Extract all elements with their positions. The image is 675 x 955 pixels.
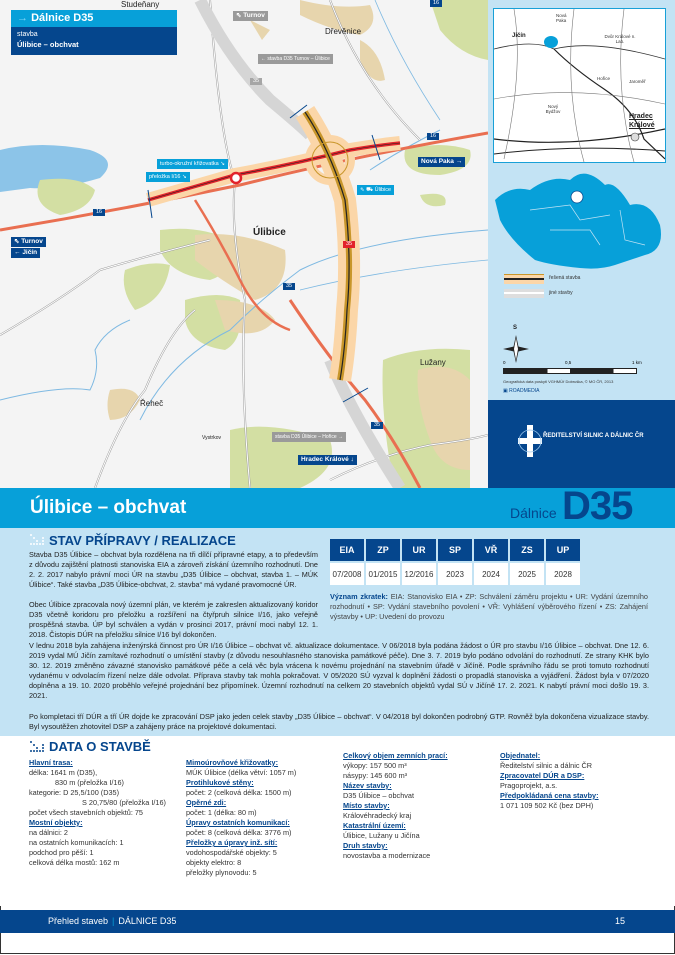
milestone-header: SP [438,539,472,561]
rsd-name: ŘEDITELSTVÍ SILNIC A DÁLNIC ČR [543,433,644,439]
town-drevenice: Dřevěnice [325,27,362,36]
czech-republic-map [490,160,675,270]
data-field-label: Protihlukové stěny: [186,778,254,787]
data-field-label: Úpravy ostatních komunikací: [186,818,290,827]
milestone-value: 2024 [474,563,508,585]
roadmedia-logo: ▣ ROADMEDIA [503,388,540,394]
map-header-name: Úlibice – obchvat [17,40,79,49]
map-graphic [0,0,488,488]
map-header [11,10,177,55]
page-footer: Přehled staveb | DÁLNICE D35 15 [0,910,675,933]
data-column-4 [500,751,650,811]
data-field-value: 830 m (přeložka I/16) [55,778,124,787]
town-studenany: Studeňany [121,0,160,9]
legend-label-resena: řešená stavba [549,275,581,281]
milestone-header: ZP [366,539,400,561]
data-field-label: Druh stavby: [343,841,388,850]
data-column-3 [343,751,493,861]
data-field-value: Pragoprojekt, a.s. [500,781,558,790]
rsd-logo-box [488,400,675,488]
data-field-label: Katastrální území: [343,821,406,830]
status-heading: STAV PŘÍPRAVY / REALIZACE [49,533,236,548]
project-title: Úlibice – obchvat [30,497,187,518]
data-column-1 [29,758,179,868]
data-field-label: Místo stavby: [343,801,390,810]
title-bar [0,484,675,528]
data-field-label: Přeložky a úpravy inž. sítí: [186,838,278,847]
dots-icon [29,740,45,754]
data-field-value: 1 071 109 502 Kč (bez DPH) [500,801,594,810]
data-field-label: Název stavby: [343,781,392,790]
forest-area [38,179,96,215]
location-marker [571,191,583,203]
data-field-label: Zpracovatel DÚR a DSP: [500,771,585,780]
project-data-section [0,736,675,906]
map-header-subtitle: stavba [17,31,38,38]
data-field-value: počet: 2 (celková délka: 1500 m) [186,788,292,797]
label-turnov: ⇖ Turnov [11,237,46,247]
data-field-value: MÚK Úlibice (délka větví: 1057 m) [186,768,297,777]
data-heading: DATA O STAVBĚ [49,739,151,754]
data-field-value: počet: 8 (celková délka: 3776 m) [186,828,292,837]
data-field-value: celková délka mostů: 162 m [29,858,120,867]
label-nova-paka: Nová Paka → [418,157,465,167]
inset-place-jicin: Jičín [512,33,526,39]
data-field-value: novostavba a modernizace [343,851,431,860]
status-paragraph-2: Obec Úlibice zpracovala nový územní plán, ve kterém je zakreslen aktualizovaný koridor D35 včetně koridoru pro přeložku a rozšíření na čtyřpruh silnice I/16, jako veřejně prospěšná stavba. ÚP byl schválen a vydán v prosinci 2017, právní moci nabyl 12. 1. 2018. Čistopis DÚR na přeložku silnice I/16 byl dokončen. [29,600,318,639]
data-column-2 [186,758,326,878]
road-number-35: 35 [343,241,355,248]
road-number-35: 35 [250,78,262,85]
milestone-header: UP [546,539,580,561]
milestone-value: 2025 [510,563,544,585]
milestone-header: EIA [330,539,364,561]
label-turbo: turbo-okružní křižovatka ↘ [157,159,228,169]
map-header-title: → Dálnice D35 [11,10,177,27]
legend-swatch-jine [504,289,544,298]
data-field-value: násypy: 145 600 m³ [343,771,408,780]
road-number-16: 16 [430,0,442,7]
data-field-value: podchod pro pěší: 1 [29,848,94,857]
label-jicin: ← Jičín [11,248,40,258]
data-field-label: Předpokládaná cena stavby: [500,791,599,800]
milestone-header: UR [402,539,436,561]
inset-place-dvur-kralove: Dvůr Králové n. Lab. [604,34,636,44]
label-prelozka: přeložka I/16 ↘ [146,172,190,182]
data-field-value: na ostatních komunikacích: 1 [29,838,124,847]
town-vystrkov: Vystrkov [202,435,221,441]
regional-inset-map [493,8,666,163]
map-credit: Geografická data poskytl VGHMÚř Dobruška, © MO ČR, 2013 [503,379,614,384]
data-field-label: Celkový objem zemních prací: [343,751,448,760]
data-field-value: Ředitelství silnic a dálnic ČR [500,761,593,770]
data-field-value: vodohospodářské objekty: 5 [186,848,277,857]
inset-place-hradec: Hradec Králové [629,113,655,129]
scale-0: 0 [503,360,506,365]
data-field-value: S 20,75/80 (přeložka I/16) [82,798,166,807]
arrow-right-icon: → [17,12,32,24]
data-field-value: počet: 1 (délka: 80 m) [186,808,257,817]
data-field-label: Objednatel: [500,751,541,760]
label-stavba-turnov: ← stavba D35 Turnov – Úlibice [258,54,333,64]
status-paragraph-4: Po kompletaci tří DÚR a tří ÚR dojde ke zpracování DSP jako jeden celek stavby „D35 Úlibice – obchvat“. V 04/2018 byl dokončen podrobný GTP. Rovněž byla dokončena vizualizace stavby. Byl vysoutěžen zhotovitel DSP a zahájeny práce na projektové dokumentaci. [29,712,649,731]
status-section [0,528,675,736]
data-field-value: kategorie: D 25,5/100 (D35) [29,788,120,797]
data-field-label: Mimoúrovňové křižovatky: [186,758,279,767]
road-number-35: 35 [283,283,295,290]
czech-shape [495,174,661,269]
town-rehec: Řeheč [140,399,164,408]
road-number-35: 35 [371,422,383,429]
data-field-value: délka: 1641 m (D35), [29,768,98,777]
milestone-header: VŘ [474,539,508,561]
scale-half: 0,5 [565,360,572,365]
abbreviations-legend: Význam zkratek: EIA: Stanovisko EIA • ZP: Schválení záměru projektu • UR: Vydání územního rozhodnutí • SP: Vydání stavebního povolení • VŘ: Vyhlášení výběrového řízení • ZS: Zahájení výstavby • UP: Uvedení do provozu [330,592,648,621]
inset-place-nova-paka: Nová Paka [556,13,567,23]
dalnice-label: Dálnice [510,505,557,521]
data-field-value: D35 Úlibice – obchvat [343,791,414,800]
legend-label-jine: jiné stavby [549,290,573,296]
page-number: 15 [615,916,626,926]
milestone-value: 07/2008 [330,563,364,585]
data-field-label: Hlavní trasa: [29,758,73,767]
footer-publication: Přehled staveb [48,916,109,926]
data-field-value: počet všech stavebních objektů: 75 [29,808,143,817]
status-paragraph-1: Stavba D35 Úlibice – obchvat byla rozdělena na tři dílčí přípravné etapy, a to především z důvodu zajištění platnosti stanoviska EIA a zároveň získání územního rozhodnutí. Dne 2. 2. 2017 nabylo právní moci ÚR na stavbu „D35 Úlibice – obchvat, stavba 1. – MÚK Úlibice“. Také stavba „D35 Úlibice-obchvat, 2. stavba“ má vydané pravomocné ÚR. [29,550,318,589]
rsd-logo-icon [518,425,542,457]
footer-section: DÁLNICE D35 [118,916,177,926]
data-field-value: přeložky plynovodu: 5 [186,868,257,877]
dots-icon [29,533,45,547]
data-field-label: Mostní objekty: [29,818,83,827]
data-field-value: na dálnici: 2 [29,828,68,837]
town-luzany: Lužany [420,358,446,367]
data-field-label: Opěrné zdi: [186,798,227,807]
inset-place-horice: Hořice [597,76,611,81]
label-turnov-top: ⇖ Turnov [233,11,268,21]
milestone-header: ZS [510,539,544,561]
milestone-value: 2028 [546,563,580,585]
north-label: S [513,325,518,331]
inset-roads [494,9,665,162]
inset-place-jaromer: Jaroměř [629,79,646,84]
label-stavba-horice: stavba D35 Úlibice – Hořice → [272,432,346,442]
milestone-value: 01/2015 [366,563,400,585]
milestone-value: 12/2016 [402,563,436,585]
legend-swatch-resena [504,274,544,284]
data-field-value: Úlibice, Lužany u Jičína [343,831,420,840]
compass-icon [503,335,529,363]
road-number-16: 16 [427,133,439,140]
scale-1km: 1 km [632,360,642,365]
data-field-value: objekty elektro: 8 [186,858,242,867]
inset-place-novy-bydzov: Nový Bydžov [545,104,561,114]
data-field-value: výkopy: 157 500 m³ [343,761,407,770]
milestone-table [328,537,582,587]
scale-bar [503,368,637,374]
label-ulibice-sign: ⇖ ⛟ Úlibice [357,185,394,195]
motorway-code: D35 [562,484,633,528]
road-number-16: 16 [93,209,105,216]
town-ulibice: Úlibice [253,227,286,238]
site-map [0,0,488,488]
label-hradec: Hradec Králové ↓ [298,455,357,465]
status-paragraph-3: V lednu 2018 byla zahájena inženýrská činnost pro ÚR I/16 Úlibice – obchvat vč. aktualizace dokumentace. V 06/2018 byla podána žádost o ÚR pro stavbu I/16 Úlibice – obchvat. Dne 12. 6. 2019 vydal MÚ Jičín zamítavé rozhodnutí o umístění stavby (z důvodu nesouhlasného stanoviska památkové péče). Dne 3. 7. 2019 bylo podáno odvolání do rozhodnutí. Ze strany KHK bylo 30. 12. 2019 změněno závazné stanovisko památkové péče a celá věc byla vrácena k novému projednání na stavebním úřadě v Jičíně. Podle správního řádu se proti tomuto rozhodnutí vydanému v odvolacím řízení nelze dále odvolat. Příprava stavby tak mohla pokračovat. V 05/2020 SÚ vyzval k doplnění žádosti o propadlá stanoviska a vyjádření. Žádost byla v 07/2020 doplněna a 19. 10. 2020 proběhlo veřejné projednání bez připomínek. Územní rozhodnutí na celkem 20 stavebních objektů vydal SÚ v Jičíně 17. 2. 2021. K nabytí právní moci došlo 19. 3. 2021. [29,641,649,700]
milestone-value: 2023 [438,563,472,585]
data-field-value: Královéhradecký kraj [343,811,412,820]
